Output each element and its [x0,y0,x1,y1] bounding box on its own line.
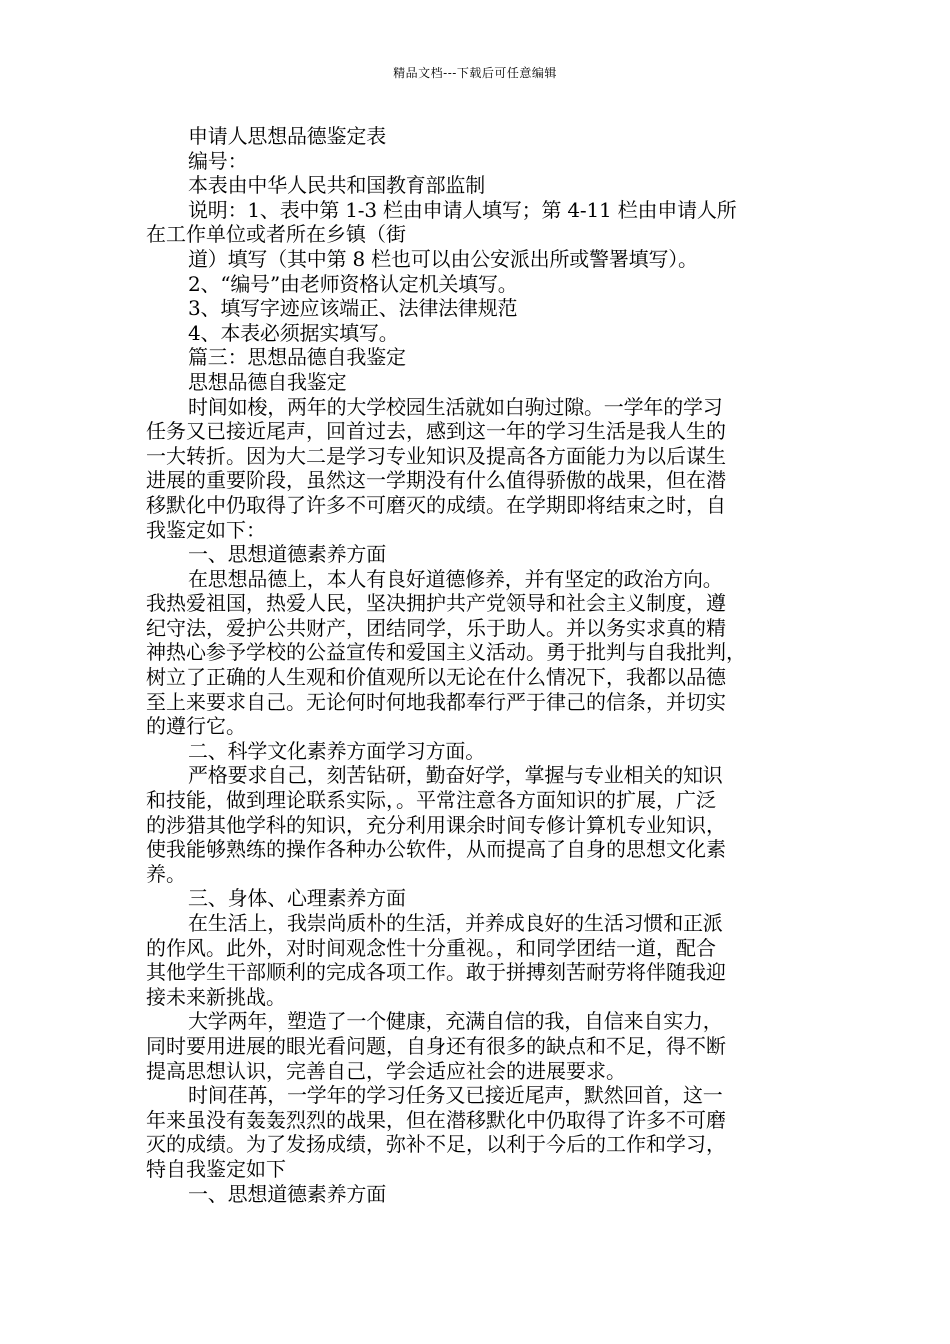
text-line: 思想品德自我鉴定 [188,369,347,394]
page-header: 精品文档---下载后可任意编辑 [393,66,557,80]
text-line: 的作风。此外，对时间观念性十分重视。，和同学团结一道，配合 [146,935,716,960]
text-line: 神热心参予学校的公益宣传和爱国主义活动。勇于批判与自我批判， [146,640,746,665]
text-line: 时间如梭，两年的大学校园生活就如白驹过隙。一学年的学习 [188,394,723,419]
text-line: 在生活上，我崇尚质朴的生活，并养成良好的生活习惯和正派 [188,911,723,935]
text-line: 我鉴定如下： [146,517,266,542]
text-line: 其他学生干部顺利的完成各项工作。敢于拼搏刻苦耐劳将伴随我迎 [146,960,726,985]
text-line: 本表由中华人民共和国教育部监制 [188,173,485,198]
text-line: 养。 [146,861,186,886]
text-line: 一、思想道德素养方面 [188,1181,386,1206]
text-line: 进展的重要阶段，虽然这一学期没有什么值得骄傲的战果，但在潜 [146,468,726,493]
text-line: 二、科学文化素养方面学习方面。 [188,738,485,763]
text-line: 说明：1、表中第 1-3 栏由申请人填写；第 4-11 栏由申请人所 [188,197,737,222]
text-line: 纪守法，爱护公共财产，团结同学，乐于助人。并以务实求真的精 [146,615,726,640]
text-line: 任务又已接近尾声，回首过去，感到这一年的学习生活是我人生的 [146,419,726,444]
text-line: 特自我鉴定如下 [146,1156,286,1181]
text-line: 接未来新挑战。 [146,984,286,1009]
text-line: 在思想品德上，本人有良好道德修养，并有坚定的政治方向。 [188,566,723,591]
text-line: 篇三：思想品德自我鉴定 [188,345,406,370]
text-line: 时间荏苒，一学年的学习任务又已接近尾声，默然回首，这一 [188,1083,723,1108]
text-line: 在工作单位或者所在乡镇（街 [146,222,406,247]
text-line: 我热爱祖国，热爱人民，坚决拥护共产党领导和社会主义制度，遵 [146,591,726,616]
text-line: 提高思想认识，完善自己，学会适应社会的进展要求。 [146,1058,626,1083]
text-line: 树立了正确的人生观和价值观所以无论在什么情况下，我都以品德 [146,665,726,690]
text-line: 同时要用进展的眼光看问题，自身还有很多的缺点和不足，得不断 [146,1033,726,1058]
text-line: 编号： [188,148,248,173]
text-line: 一、思想道德素养方面 [188,542,386,567]
text-line: 严格要求自己，刻苦钻研，勤奋好学，掌握与专业相关的知识 [188,763,723,788]
text-line: 4、本表必须据实填写。 [188,320,399,345]
text-line: 大学两年，塑造了一个健康，充满自信的我，自信来自实力， [188,1009,723,1034]
text-line: 申请人思想品德鉴定表 [188,124,386,148]
text-line: 2、“编号”由老师资格认定机关填写。 [188,271,518,296]
text-line: 道）填写（其中第 8 栏也可以由公安派出所或警署填写）。 [188,246,698,271]
text-line: 三、身体、心理素养方面 [188,886,406,911]
text-line: 和技能，做到理论联系实际，。平常注意各方面知识的扩展，广泛 [146,788,716,813]
text-line: 至上来要求自己。无论何时何地我都奉行严于律己的信条，并切实 [146,689,726,714]
text-line: 的涉猎其他学科的知识，充分利用课余时间专修计算机专业知识， [146,812,726,837]
text-line: 灭的成绩。为了发扬成绩，弥补不足，以利于今后的工作和学习， [146,1132,726,1157]
text-line: 的遵行它。 [146,714,246,739]
document-body [146,124,821,1206]
text-line: 年来虽没有轰轰烈烈的战果，但在潜移默化中仍取得了许多不可磨 [146,1107,726,1132]
text-line: 一大转折。因为大二是学习专业知识及提高各方面能力为以后谋生 [146,443,726,468]
text-line: 3、填写字迹应该端正、法律法律规范 [188,296,518,321]
text-line: 使我能够熟练的操作各种办公软件，从而提高了自身的思想文化素 [146,837,726,862]
text-line: 移默化中仍取得了许多不可磨灭的成绩。在学期即将结束之时，自 [146,492,726,517]
